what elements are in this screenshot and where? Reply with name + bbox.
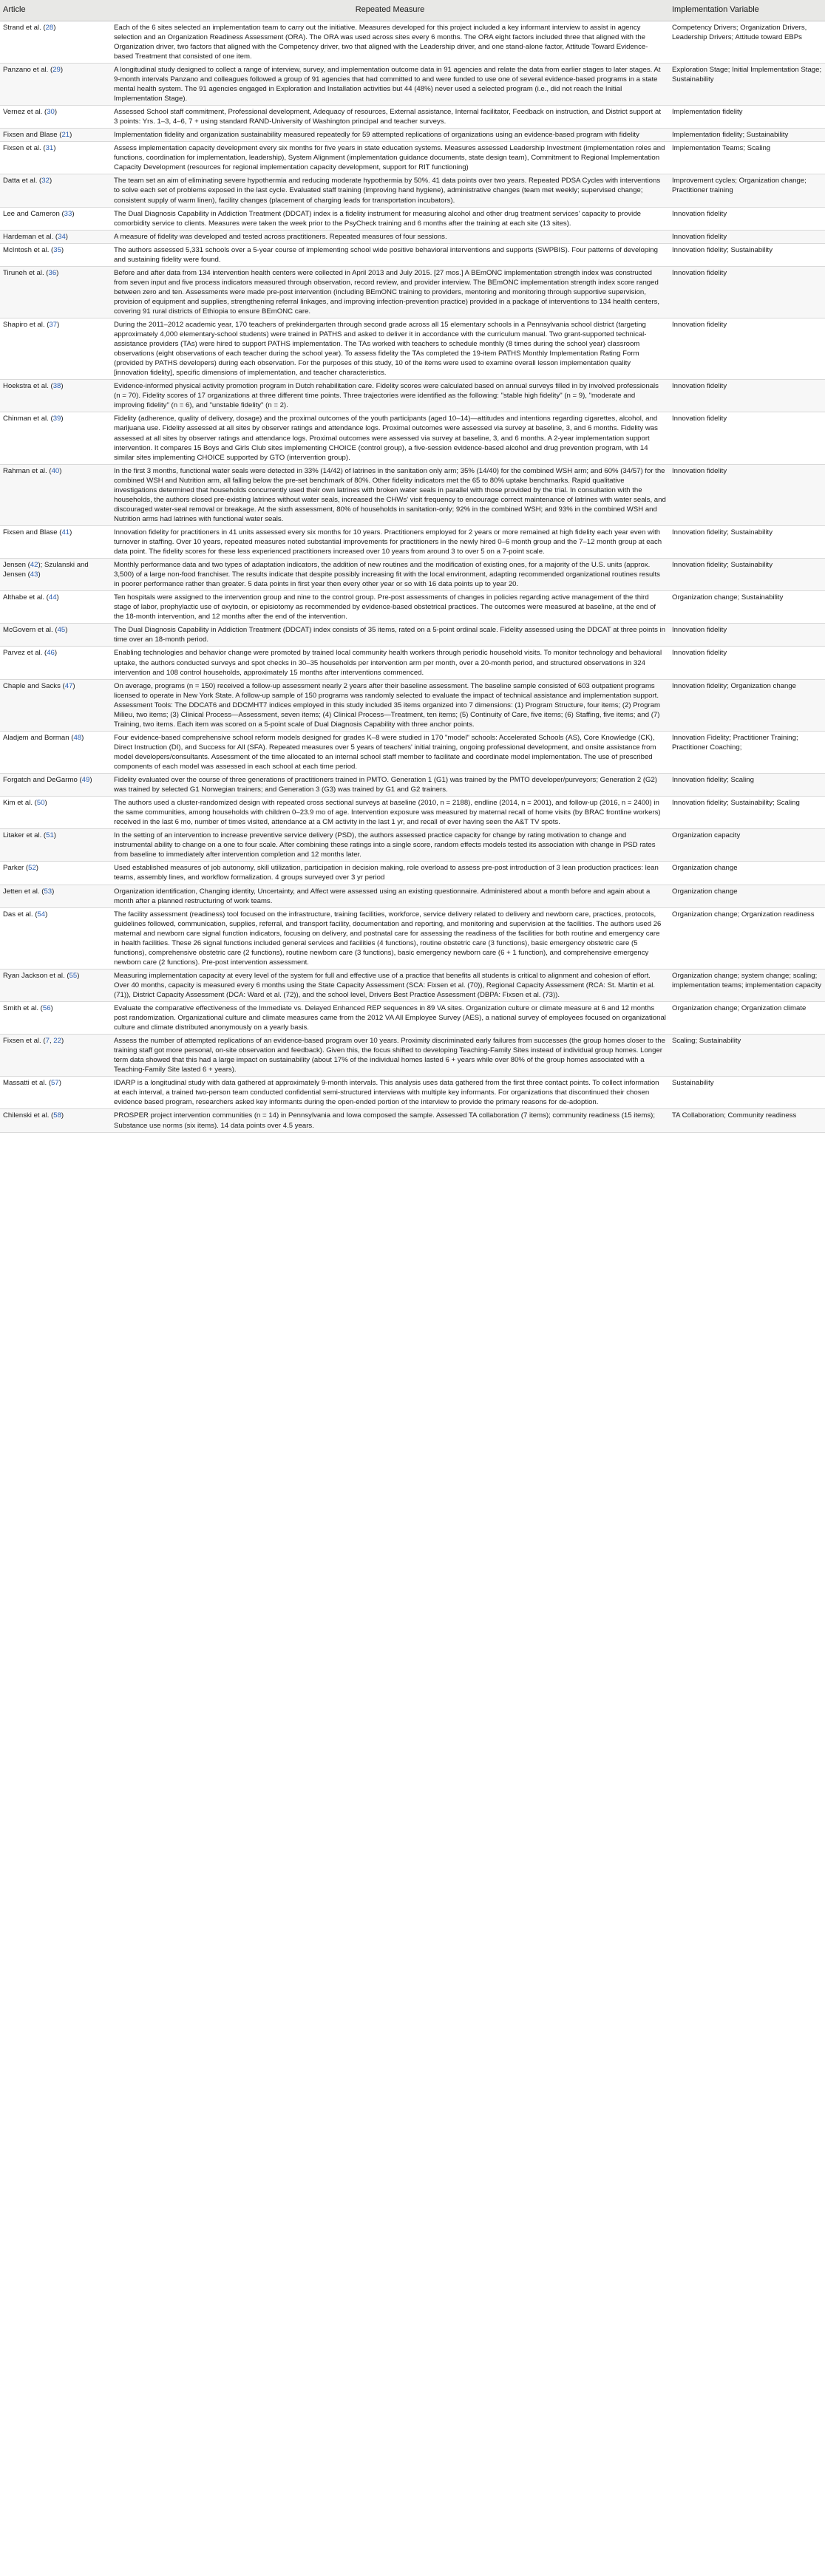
repeated-measure-cell: The Dual Diagnosis Capability in Addiction Treatment (DDCAT) index is a fidelity instrument for measuring alcohol and other drug treatment services' capacity to provide comorbidity service to clients. Measures were taken the week prior to the PsyCheck training and 6 months after the training at each site (13 sites). bbox=[111, 207, 669, 230]
citation-link[interactable]: 50 bbox=[36, 799, 45, 808]
implementation-variable-cell: Innovation fidelity bbox=[669, 318, 825, 380]
article-cell bbox=[0, 129, 111, 142]
repeated-measure-cell: The facility assessment (readiness) tool focused on the infrastructure, training facilities, workforce, service delivery related to delivery and newborn care, practices, protocols, guidelines followed, communication, supplies, referral, and transport facility, documentation and reporting, and monitoring and supervision at the facilities. The authors used 26 maternal and newborn care signal function indicators, focusing on delivery, and postnatal care for assessing the readiness of the facilities for both routine and emergency care in health facilities. These 26 signal functions included general services and facilities (4 functions), routine obstetric care (3 functions), basic emergency obstetric care (5 functions), comprehensive obstetric care (2 functions), routine newborn care (3 functions), basic emergency newborn care (6 + 1 function), and comprehensive emergency newborn care (2 functions). Pre-post intervention assessment. bbox=[111, 907, 669, 969]
repeated-measure-cell: The team set an aim of eliminating severe hypothermia and reducing moderate hypothermia by 50%. 41 data points over two years. Repeated PDSA Cycles with interventions to solve each set of problems exposed in the last cycle. Evaluated staff training (improving hand hygiene), administrative changes (team met weekly; supervised change; consistent supply of warm linen), facility changes (placement of charging leads for transportation incubators). bbox=[111, 174, 669, 207]
citation-link[interactable]: 36 bbox=[48, 268, 57, 277]
article-text: , bbox=[49, 1037, 54, 1046]
article-text: ) bbox=[69, 131, 72, 140]
article-cell bbox=[0, 969, 111, 1001]
article-text: Fixsen et al. ( bbox=[3, 1037, 46, 1046]
article-text: ) bbox=[35, 864, 38, 873]
article-text: ) bbox=[61, 1037, 64, 1046]
table-row bbox=[0, 106, 825, 129]
table-row bbox=[0, 1035, 825, 1077]
article-text: ) bbox=[65, 232, 68, 241]
article-text: Das et al. ( bbox=[3, 910, 38, 919]
article-text: ) bbox=[61, 382, 64, 391]
article-text: Litaker et al. ( bbox=[3, 831, 47, 840]
article-text: Chinman et al. ( bbox=[3, 415, 53, 423]
implementation-variable-cell: Innovation fidelity; Sustainability bbox=[669, 559, 825, 591]
citation-link[interactable]: 52 bbox=[28, 864, 36, 873]
implementation-variable-cell: Innovation fidelity; Sustainability bbox=[669, 525, 825, 558]
article-cell bbox=[0, 318, 111, 380]
article-text: ) bbox=[56, 268, 59, 277]
table-row bbox=[0, 969, 825, 1001]
citation-link[interactable]: 42 bbox=[30, 561, 38, 570]
article-text: ) bbox=[56, 593, 59, 602]
article-text: ) bbox=[57, 321, 60, 330]
table-row bbox=[0, 174, 825, 207]
article-cell bbox=[0, 559, 111, 591]
article-text: Vernez et al. ( bbox=[3, 108, 47, 117]
article-cell bbox=[0, 1109, 111, 1132]
repeated-measure-cell: On average, programs (n = 150) received a follow-up assessment nearly 2 years after their baseline assessment. The baseline sample consisted of 603 outpatient programs licensed to operate in New York State. A follow-up sample of 150 programs was randomly selected to evaluate the impact of technical assistance and implementation support. Assessment Tools: The DDCAT6 and DDCMHT7 indices employed in this study included 35 items organized into 7 dimensions: (1) Program Structure, four items; (2) Program Milieu, two items; (3) Clinical Process—Assessment, seven items; (4) Clinical Process—Treatment, ten items; (5) Continuity of Care, five items; (6) Staffing, five items; and (7) Training, two items. Each item was scored on a 5-point scale of Dual Diagnosis Capability with three anchor points. bbox=[111, 679, 669, 731]
article-text: ) bbox=[59, 466, 62, 475]
implementation-variable-cell: Organization change bbox=[669, 862, 825, 885]
article-text: ) bbox=[50, 1004, 53, 1013]
table-row bbox=[0, 885, 825, 907]
header-repeated-measure: Repeated Measure bbox=[111, 0, 669, 21]
implementation-variable-cell: Improvement cycles; Organization change; Practitioner training bbox=[669, 174, 825, 207]
article-cell bbox=[0, 591, 111, 624]
article-text: ) bbox=[53, 831, 56, 840]
article-text: Fixsen and Blase ( bbox=[3, 528, 62, 536]
article-cell bbox=[0, 907, 111, 969]
article-text: ) bbox=[77, 971, 80, 980]
article-text: Datta et al. ( bbox=[3, 177, 42, 185]
article-text: ) bbox=[72, 209, 75, 218]
article-text: ) bbox=[69, 528, 72, 536]
article-text: ) bbox=[58, 1079, 61, 1088]
implementation-variable-cell: Implementation fidelity bbox=[669, 106, 825, 129]
article-text: Shapiro et al. ( bbox=[3, 321, 50, 330]
table-row bbox=[0, 230, 825, 243]
article-text: Althabe et al. ( bbox=[3, 593, 49, 602]
table-row bbox=[0, 63, 825, 105]
article-text: Tiruneh et al. ( bbox=[3, 268, 49, 277]
table-row bbox=[0, 380, 825, 412]
table-row bbox=[0, 829, 825, 862]
repeated-measure-cell: Each of the 6 sites selected an implementation team to carry out the initiative. Measures developed for this project included a key informant interview to assist in agency selection and an Organization Readiness Assessment (ORA). The ORA was used across sites every 6 months. The ORA eight factors included three that aligned with the Organization driver, two factors that aligned with the Competency driver, two that aligned with the Leadership driver, and one stand-alone factor, Attitude Toward Evidence-based Treatment that consisted of one item. bbox=[111, 21, 669, 63]
article-text: Jensen ( bbox=[3, 561, 30, 570]
citation-link[interactable]: 32 bbox=[41, 177, 50, 185]
implementation-variable-cell: Organization change; Sustainability bbox=[669, 591, 825, 624]
repeated-measure-cell: Measuring implementation capacity at every level of the system for full and effective use of a practice that benefits all students is critical to alignment and cohesion of effort. Over 40 months, capacity is measured every 6 months using the State Capacity Assessment (SCA: Fixsen et al. (70)), Regional Capacity Assessment (RCA: St. Martin et al. (71)), District Capacity Assessment (DCA: Ward et al. (72)), and the school level, Drivers Best Practice Assessment (DBPA: Fixsen et al. (73)). bbox=[111, 969, 669, 1001]
article-text: ) bbox=[54, 649, 58, 658]
citation-link[interactable]: 53 bbox=[44, 887, 52, 896]
article-text: ) bbox=[61, 415, 64, 423]
repeated-measure-cell: In the first 3 months, functional water seals were detected in 33% (14/42) of latrines in the sanitation only arm; 35% (14/40) for the combined WSH arm; and 60% (34/57) for the combined WSH and Nutrition arm, all falling below the pre-set benchmark of 80%. Other fidelity indicators met the 65 to 80% uptake benchmarks. Rapid qualitative investigations determined that households concurrently used their own latrines with broken water seals in parallel with those provided by the trial. In consultation with the households, the authors closed pre-existing latrines without water seals, increased the CHWs' visit frequency to encourage correct maintenance of latrines with water seals, and discouraged water-seal removal or breakage. At the sixth assessment, 80% of households in sanitation-only; 92% in the combined WSH; and 93% in the combined WSH and Nutrition arms had latrines with functional water seals. bbox=[111, 464, 669, 525]
article-text: Hardeman et al. ( bbox=[3, 232, 58, 241]
article-cell bbox=[0, 464, 111, 525]
article-cell bbox=[0, 1035, 111, 1077]
citation-link[interactable]: 56 bbox=[42, 1004, 51, 1013]
article-text: Jetten et al. ( bbox=[3, 887, 44, 896]
repeated-measure-cell: Assess the number of attempted replications of an evidence-based program over 10 years. Proximity discriminated early failures from successes (the group homes closer to the training staff got more personal, on-site observation and feedback). Given this, the focus shifted to developing Teaching-Family Sites instead of individual group homes. Longer term data showed that this had a large impact on sustainability (about 17% of the individual homes lasted 6 + years while over 80% of the group homes associated with a Teaching-Family Site lasted 6 + years). bbox=[111, 1035, 669, 1077]
table-header bbox=[0, 0, 825, 21]
table-row bbox=[0, 774, 825, 797]
citation-link[interactable]: 31 bbox=[45, 144, 54, 153]
article-text: Fixsen and Blase ( bbox=[3, 131, 62, 140]
header-row bbox=[0, 0, 825, 21]
table-row bbox=[0, 464, 825, 525]
repeated-measure-cell: Assess implementation capacity development every six months for five years in state education systems. Measures assessed Leadership Investment (implementation roles and functions, coordination for implementation, leadership), System Alignment (implementation guidance documents, state design team), Commitment to Regional Implementation Capacity Development (resources for regional implementation capacity development, support for RIT functioning) bbox=[111, 142, 669, 174]
repeated-measure-cell: A longitudinal study designed to collect a range of interview, survey, and implementation outcome data in 91 agencies and relate the data from earlier stages to later stages. At 9-month intervals Panzano and colleagues followed a group of 91 agencies that had committed to and were funded to use one of several evidence-based programs in a state mental health system. The 91 agencies engaged in Exploration and Installation activities but 44 (48%) never used a selected program (i.e., did not reach the Initial Implementation Stage). bbox=[111, 63, 669, 105]
citation-link[interactable]: 51 bbox=[46, 831, 54, 840]
repeated-measure-cell: Implementation fidelity and organization sustainability measured repeatedly for 59 attempted replications of organizations using an evidence-based program with fidelity bbox=[111, 129, 669, 142]
article-cell bbox=[0, 885, 111, 907]
table-row bbox=[0, 1109, 825, 1132]
citation-link[interactable]: 40 bbox=[51, 466, 60, 475]
citation-link[interactable]: 57 bbox=[51, 1079, 59, 1088]
article-cell bbox=[0, 412, 111, 464]
article-cell bbox=[0, 106, 111, 129]
table-row bbox=[0, 624, 825, 647]
repeated-measure-cell: Evidence-informed physical activity promotion program in Dutch rehabilitation care. Fidelity scores were calculated based on annual surveys filled in by involved professionals (n = 70). Fidelity scores of 17 organizations at three different time points. Three trajectories were identified as the following: "stable high fidelity" (n = 9), "moderate and improving fidelity" (n = 6), and "unstable fidelity" (n = 2). bbox=[111, 380, 669, 412]
article-text: Lee and Cameron ( bbox=[3, 209, 64, 218]
citation-link[interactable]: 54 bbox=[37, 910, 46, 919]
header-implementation-variable: Implementation Variable bbox=[669, 0, 825, 21]
citation-link[interactable]: 48 bbox=[73, 733, 82, 742]
table-row bbox=[0, 591, 825, 624]
implementation-variable-cell: Exploration Stage; Initial Implementation Stage; Sustainability bbox=[669, 63, 825, 105]
implementation-variable-cell: Innovation fidelity; Scaling bbox=[669, 774, 825, 797]
table-row bbox=[0, 525, 825, 558]
article-text: ) bbox=[65, 626, 68, 635]
article-text: ) bbox=[52, 887, 55, 896]
implementation-variable-cell: Scaling; Sustainability bbox=[669, 1035, 825, 1077]
implementation-variable-cell: Implementation Teams; Scaling bbox=[669, 142, 825, 174]
citation-link[interactable]: 47 bbox=[64, 681, 73, 690]
repeated-measure-cell: Assessed School staff commitment, Professional development, Adequacy of resources, External assistance, Internal facilitator, Feedback on instruction, and District support at 3 points: Yrs. 1–3, 4–6, 7 + using standard RAND-University of Washington principal and teacher surveys. bbox=[111, 106, 669, 129]
article-cell bbox=[0, 380, 111, 412]
article-text: McIntosh et al. ( bbox=[3, 245, 54, 254]
repeated-measure-cell: Four evidence-based comprehensive school reform models designed for grades K–8 were studied in 170 "model" schools: Accelerated Schools (AS), Core Knowledge (CK), Direct Instruction (DI), and Success for All (SFA). Repeated measures over 5 years of teachers' initial training, ongoing professional development, and onsite assistance from model developers/consultants. Assessment of the time allocated to an internal school staff member to facilitate and coordinate model implementation. The use of prescribed components of each model was assessed in each school at each time period. bbox=[111, 731, 669, 773]
repeated-measure-cell: Before and after data from 134 intervention health centers were collected in April 2013 and July 2015. [27 mos.] A BEmONC implementation strength index was constructed from seven input and five process indicators measured through observation, record review, and provider interview. The BEmONC implementation strength index score ranged between zero and ten. Assessments were made pre-post intervention (including BEmONC training to providers, mentoring and monitoring through supportive supervision, provision of equipment and supplies, strengthening referral linkages, and improving infection-prevention practice) provided in a package of interventions to 134 health centers, covering 91 rural districts of Ethiopia to ensure BEmONC care. bbox=[111, 266, 669, 318]
table-body bbox=[0, 21, 825, 1132]
article-cell bbox=[0, 797, 111, 829]
header-article: Article bbox=[0, 0, 111, 21]
table-row bbox=[0, 679, 825, 731]
article-cell bbox=[0, 266, 111, 318]
repeated-measure-cell: Fidelity (adherence, quality of delivery, dosage) and the proximal outcomes of the youth participants (aged 10–14)—attitudes and intentions regarding cigarettes, alcohol, and marijuana use. Fidelity assessed at all sites by observer ratings and attendance logs. Proximal outcomes were assessed via survey at baseline, 3, and 6 months. Fidelity was assessed at all sites by observer ratings and attendance logs. Proximal outcomes were assessed via survey at baseline, 3, and 6 months. A 2-year implementation support intervention. It compares 15 Boys and Girls Club sites implementing CHOICE (control group), a five-session evidence-based alcohol and drug prevention program, with 14 similar sites implementing CHOICE supported by GTO (intervention group). bbox=[111, 412, 669, 464]
article-text: Chilenski et al. ( bbox=[3, 1111, 54, 1120]
article-cell bbox=[0, 525, 111, 558]
article-cell bbox=[0, 230, 111, 243]
implementation-variable-cell: Innovation fidelity bbox=[669, 624, 825, 647]
repeated-measure-cell: Used established measures of job autonomy, skill utilization, participation in decision making, role overload to assess pre-post introduction of 3 lean production practices: lean teams, assembly lines, and workflow formalization. 4 groups surveyed over 3 yr period bbox=[111, 862, 669, 885]
implementation-variable-cell: Innovation Fidelity; Practitioner Training; Practitioner Coaching; bbox=[669, 731, 825, 773]
article-cell bbox=[0, 862, 111, 885]
table-row bbox=[0, 266, 825, 318]
citation-link[interactable]: 28 bbox=[45, 23, 54, 32]
citation-link[interactable]: 55 bbox=[69, 971, 78, 980]
repeated-measure-cell: The Dual Diagnosis Capability in Addiction Treatment (DDCAT) index consists of 35 items, rated on a 5-point ordinal scale. Fidelity assessed using the DDCAT at three points in time over an 18-month period. bbox=[111, 624, 669, 647]
repeated-measure-cell: Enabling technologies and behavior change were promoted by trained local community health workers through periodic household visits. To monitor technology and behavioral uptake, the authors conducted surveys and spot checks in 30–35 households per intervention arm per month, over a 20-month period, and structured observations in 324 intervention and 108 control households, approximately 15 months after interventions commenced. bbox=[111, 647, 669, 679]
article-cell bbox=[0, 142, 111, 174]
repeated-measure-cell: PROSPER project intervention communities (n = 14) in Pennsylvania and Iowa composed the sample. Assessed TA collaboration (7 items); community readiness (15 items); Substance use norms (six items). 14 data points over 4.5 years. bbox=[111, 1109, 669, 1132]
repeated-measure-cell: The authors used a cluster-randomized design with repeated cross sectional surveys at baseline (2010, n = 2188), endline (2014, n = 2001), and follow-up (2016, n = 2400) in the same communities, among households with children 0–23.9 mo of age. Intervention exposure was measured by maternal recall of home visits (by BRAC frontline workers) received in the last 6 mo, number of times visited, attendance at a CM activity in the last 1 yr, and recall of ever having seen the A&T TV spots. bbox=[111, 797, 669, 829]
article-cell bbox=[0, 243, 111, 266]
article-text: ) bbox=[89, 776, 92, 785]
article-text: ) bbox=[81, 733, 84, 742]
article-text: McGovern et al. ( bbox=[3, 626, 58, 635]
repeated-measure-cell: Innovation fidelity for practitioners in 41 units assessed every six months for 10 years. Practitioners employed for 2 years or more remained at high fidelity each year even with turnover in staffing. Over 10 years, repeated measures noted substantial improvements for practitioners in the newly hired 0–6 month group and the 7–12 month group at each data point. The fidelity scores for these less experienced practitioners increased over 10 years from around 3 to over 5 on a 7-point scale. bbox=[111, 525, 669, 558]
citation-link[interactable]: 45 bbox=[57, 626, 66, 635]
article-text: Hoekstra et al. ( bbox=[3, 382, 53, 391]
article-text: ) bbox=[60, 65, 64, 74]
citation-link[interactable]: 35 bbox=[53, 245, 61, 254]
article-text: Parker ( bbox=[3, 864, 29, 873]
citation-link[interactable]: 46 bbox=[47, 649, 55, 658]
article-cell bbox=[0, 679, 111, 731]
table-row bbox=[0, 731, 825, 773]
implementation-variable-cell: Competency Drivers; Organization Drivers, Leadership Drivers; Attitude toward EBPs bbox=[669, 21, 825, 63]
implementation-variable-cell: Innovation fidelity bbox=[669, 266, 825, 318]
table-row bbox=[0, 129, 825, 142]
article-cell bbox=[0, 774, 111, 797]
implementation-variable-cell: Innovation fidelity bbox=[669, 207, 825, 230]
article-text: Forgatch and DeGarmo ( bbox=[3, 776, 82, 785]
citation-link[interactable]: 22 bbox=[53, 1037, 61, 1046]
table-row bbox=[0, 243, 825, 266]
article-cell bbox=[0, 207, 111, 230]
citation-link[interactable]: 39 bbox=[52, 415, 61, 423]
implementation-variable-cell: Innovation fidelity bbox=[669, 464, 825, 525]
article-text: Smith et al. ( bbox=[3, 1004, 43, 1013]
article-text: ) bbox=[45, 910, 48, 919]
repeated-measure-cell: Organization identification, Changing identity, Uncertainty, and Affect were assessed using an existing questionnaire. Administered about a month before and again about a month after a planned restructuring of work teams. bbox=[111, 885, 669, 907]
implementation-variable-cell: Innovation fidelity; Organization change bbox=[669, 679, 825, 731]
repeated-measure-cell: Fidelity evaluated over the course of three generations of practitioners trained in PMTO. Generation 1 (G1) was trained by the PMTO developer/purveyors; Generation 2 (G2) was trained by selected G1 Norwegian trainers; and Generation 3 (G3) was trained by G1 and G2 trainers. bbox=[111, 774, 669, 797]
article-text: Strand et al. ( bbox=[3, 23, 46, 32]
repeated-measure-cell: IDARP is a longitudinal study with data gathered at approximately 9-month intervals. This analysis uses data gathered from the first three contact points. To collect information at each interval, a trained two-person team conducted confidential semi-structured interviews with multiple key informants. For organizations that discontinued their chosen evidence based program, researchers asked key informants during the open-ended portion of the interview to provide the primary reasons for de-adoption. bbox=[111, 1077, 669, 1109]
repeated-measure-cell: A measure of fidelity was developed and tested across practitioners. Repeated measures of four sessions. bbox=[111, 230, 669, 243]
citation-link[interactable]: 30 bbox=[47, 108, 55, 117]
article-cell bbox=[0, 1002, 111, 1035]
article-text: ) bbox=[53, 23, 56, 32]
article-text: ) bbox=[38, 570, 41, 579]
implementation-variable-cell: Innovation fidelity; Sustainability; Scaling bbox=[669, 797, 825, 829]
citation-link[interactable]: 34 bbox=[58, 232, 66, 241]
article-text: ) bbox=[44, 799, 47, 808]
article-text: ) bbox=[53, 144, 56, 153]
implementation-variable-cell: Implementation fidelity; Sustainability bbox=[669, 129, 825, 142]
table-row bbox=[0, 207, 825, 230]
citation-link[interactable]: 41 bbox=[61, 528, 70, 536]
implementation-variable-cell: Organization capacity bbox=[669, 829, 825, 862]
implementation-variable-cell: TA Collaboration; Community readiness bbox=[669, 1109, 825, 1132]
article-text: ) bbox=[61, 245, 64, 254]
citation-link[interactable]: 21 bbox=[61, 131, 70, 140]
table-row bbox=[0, 412, 825, 464]
table-row bbox=[0, 1077, 825, 1109]
citation-link[interactable]: 49 bbox=[81, 776, 90, 785]
citation-link[interactable]: 33 bbox=[64, 209, 72, 218]
implementation-variable-cell: Organization change; Organization climate bbox=[669, 1002, 825, 1035]
citation-link[interactable]: 44 bbox=[48, 593, 57, 602]
citation-link[interactable]: 43 bbox=[30, 570, 38, 579]
citation-link[interactable]: 37 bbox=[49, 321, 58, 330]
article-cell bbox=[0, 1077, 111, 1109]
implementation-variable-cell: Innovation fidelity bbox=[669, 380, 825, 412]
article-text: ) bbox=[54, 108, 58, 117]
article-text: Fixsen et al. ( bbox=[3, 144, 46, 153]
table-row bbox=[0, 862, 825, 885]
article-text: Panzano et al. ( bbox=[3, 65, 53, 74]
article-text: ) bbox=[72, 681, 75, 690]
citation-link[interactable]: 58 bbox=[53, 1111, 61, 1120]
implementation-variable-cell: Organization change bbox=[669, 885, 825, 907]
article-cell bbox=[0, 21, 111, 63]
table-row bbox=[0, 647, 825, 679]
table-row bbox=[0, 907, 825, 969]
citation-link[interactable]: 38 bbox=[52, 382, 61, 391]
repeated-measures-table bbox=[0, 0, 825, 1133]
citation-link[interactable]: 7 bbox=[45, 1037, 50, 1046]
article-text: Massatti et al. ( bbox=[3, 1079, 52, 1088]
implementation-variable-cell: Innovation fidelity bbox=[669, 647, 825, 679]
repeated-measure-cell: The authors assessed 5,331 schools over a 5-year course of implementing school wide positive behavioral interventions and supports (SWPBIS). Four patterns of developing and sustaining fidelity were found. bbox=[111, 243, 669, 266]
table-row bbox=[0, 1002, 825, 1035]
table-row bbox=[0, 318, 825, 380]
article-text: Parvez et al. ( bbox=[3, 649, 47, 658]
repeated-measure-cell: Ten hospitals were assigned to the intervention group and nine to the control group. Pre-post assessments of changes in policies regarding active management of the third stage of labor, prophylactic use of oxytocin, or episiotomy as recommended by evidence-based obstetrical practices. The outcomes were measured at baseline, at the end of the 18-month intervention, and 12 months after the end of the intervention. bbox=[111, 591, 669, 624]
article-cell bbox=[0, 174, 111, 207]
table-row bbox=[0, 559, 825, 591]
table-row bbox=[0, 21, 825, 63]
article-text: Kim et al. ( bbox=[3, 799, 37, 808]
article-text: Rahman et al. ( bbox=[3, 466, 52, 475]
article-cell bbox=[0, 624, 111, 647]
implementation-variable-cell: Organization change; system change; scaling; implementation teams; implementation capacity bbox=[669, 969, 825, 1001]
implementation-variable-cell: Sustainability bbox=[669, 1077, 825, 1109]
implementation-variable-cell: Organization change; Organization readiness bbox=[669, 907, 825, 969]
table-row bbox=[0, 142, 825, 174]
table-row bbox=[0, 797, 825, 829]
repeated-measure-cell: Monthly performance data and two types of adaptation indicators, the addition of new routines and the modification of existing ones, for a majority of the U.S. units (approx. 3,500) of a large non-food franchiser. The results indicate that despite possibly increasing fit with the local environment, adapting recommended organizational routines results in poorer performance rather than greater. 5 data points in first year then every other year or so with 16 data points up to year 20. bbox=[111, 559, 669, 591]
article-text: Aladjem and Borman ( bbox=[3, 733, 74, 742]
repeated-measure-cell: In the setting of an intervention to increase preventive service delivery (PSD), the authors assessed practice capacity for change by rating motivation to change and instrumental ability to change on a one to four scale. After combining these ratings into a single score, random effects models tested its association with change in PSD rates from baseline to immediately after intervention completion and 12 months later. bbox=[111, 829, 669, 862]
repeated-measure-cell: Evaluate the comparative effectiveness of the Immediate vs. Delayed Enhanced REP sequences in 89 VA sites. Organization culture or climate measure at 6 and 12 months post randomization. Organizational culture and climate measures came from the 2012 VA All Employee Survey (AES), a national survey of employees focused on organizational culture and climate distributed anonymously on a yearly basis. bbox=[111, 1002, 669, 1035]
article-text: Chaple and Sacks ( bbox=[3, 681, 65, 690]
article-cell bbox=[0, 829, 111, 862]
implementation-variable-cell: Innovation fidelity bbox=[669, 412, 825, 464]
article-text: ) bbox=[49, 177, 52, 185]
implementation-variable-cell: Innovation fidelity; Sustainability bbox=[669, 243, 825, 266]
implementation-variable-cell: Innovation fidelity bbox=[669, 230, 825, 243]
article-cell bbox=[0, 647, 111, 679]
article-text: ) bbox=[61, 1111, 64, 1120]
article-cell bbox=[0, 731, 111, 773]
article-cell bbox=[0, 63, 111, 105]
citation-link[interactable]: 29 bbox=[52, 65, 61, 74]
repeated-measure-cell: During the 2011–2012 academic year, 170 teachers of prekindergarten through second grade across all 15 elementary schools in a Pennsylvania school district (targeting approximately 4,000 elementary-school students) were trained in PATHS and asked to deliver it in accordance with the curriculum manual. Two grant-supported technical-assistance providers (TAs) were hired to support PATHS implementation. The TAs worked with teachers to schedule monthly (8 times during the school year) classroom observations (eight observations of each teacher during the school year). To assess fidelity the TAs completed the 19-item PATHS Monthly Implementation Rating Form (provided by PATHS developers) during each observation. For the purposes of this study, 10 of the items were used to examine overall lesson implementation quality [innovation fidelity], specific dimensions of implementation, and teacher characteristics. bbox=[111, 318, 669, 380]
article-text: ); Szulanski and Jensen ( bbox=[3, 561, 89, 579]
article-text: Ryan Jackson et al. ( bbox=[3, 971, 69, 980]
